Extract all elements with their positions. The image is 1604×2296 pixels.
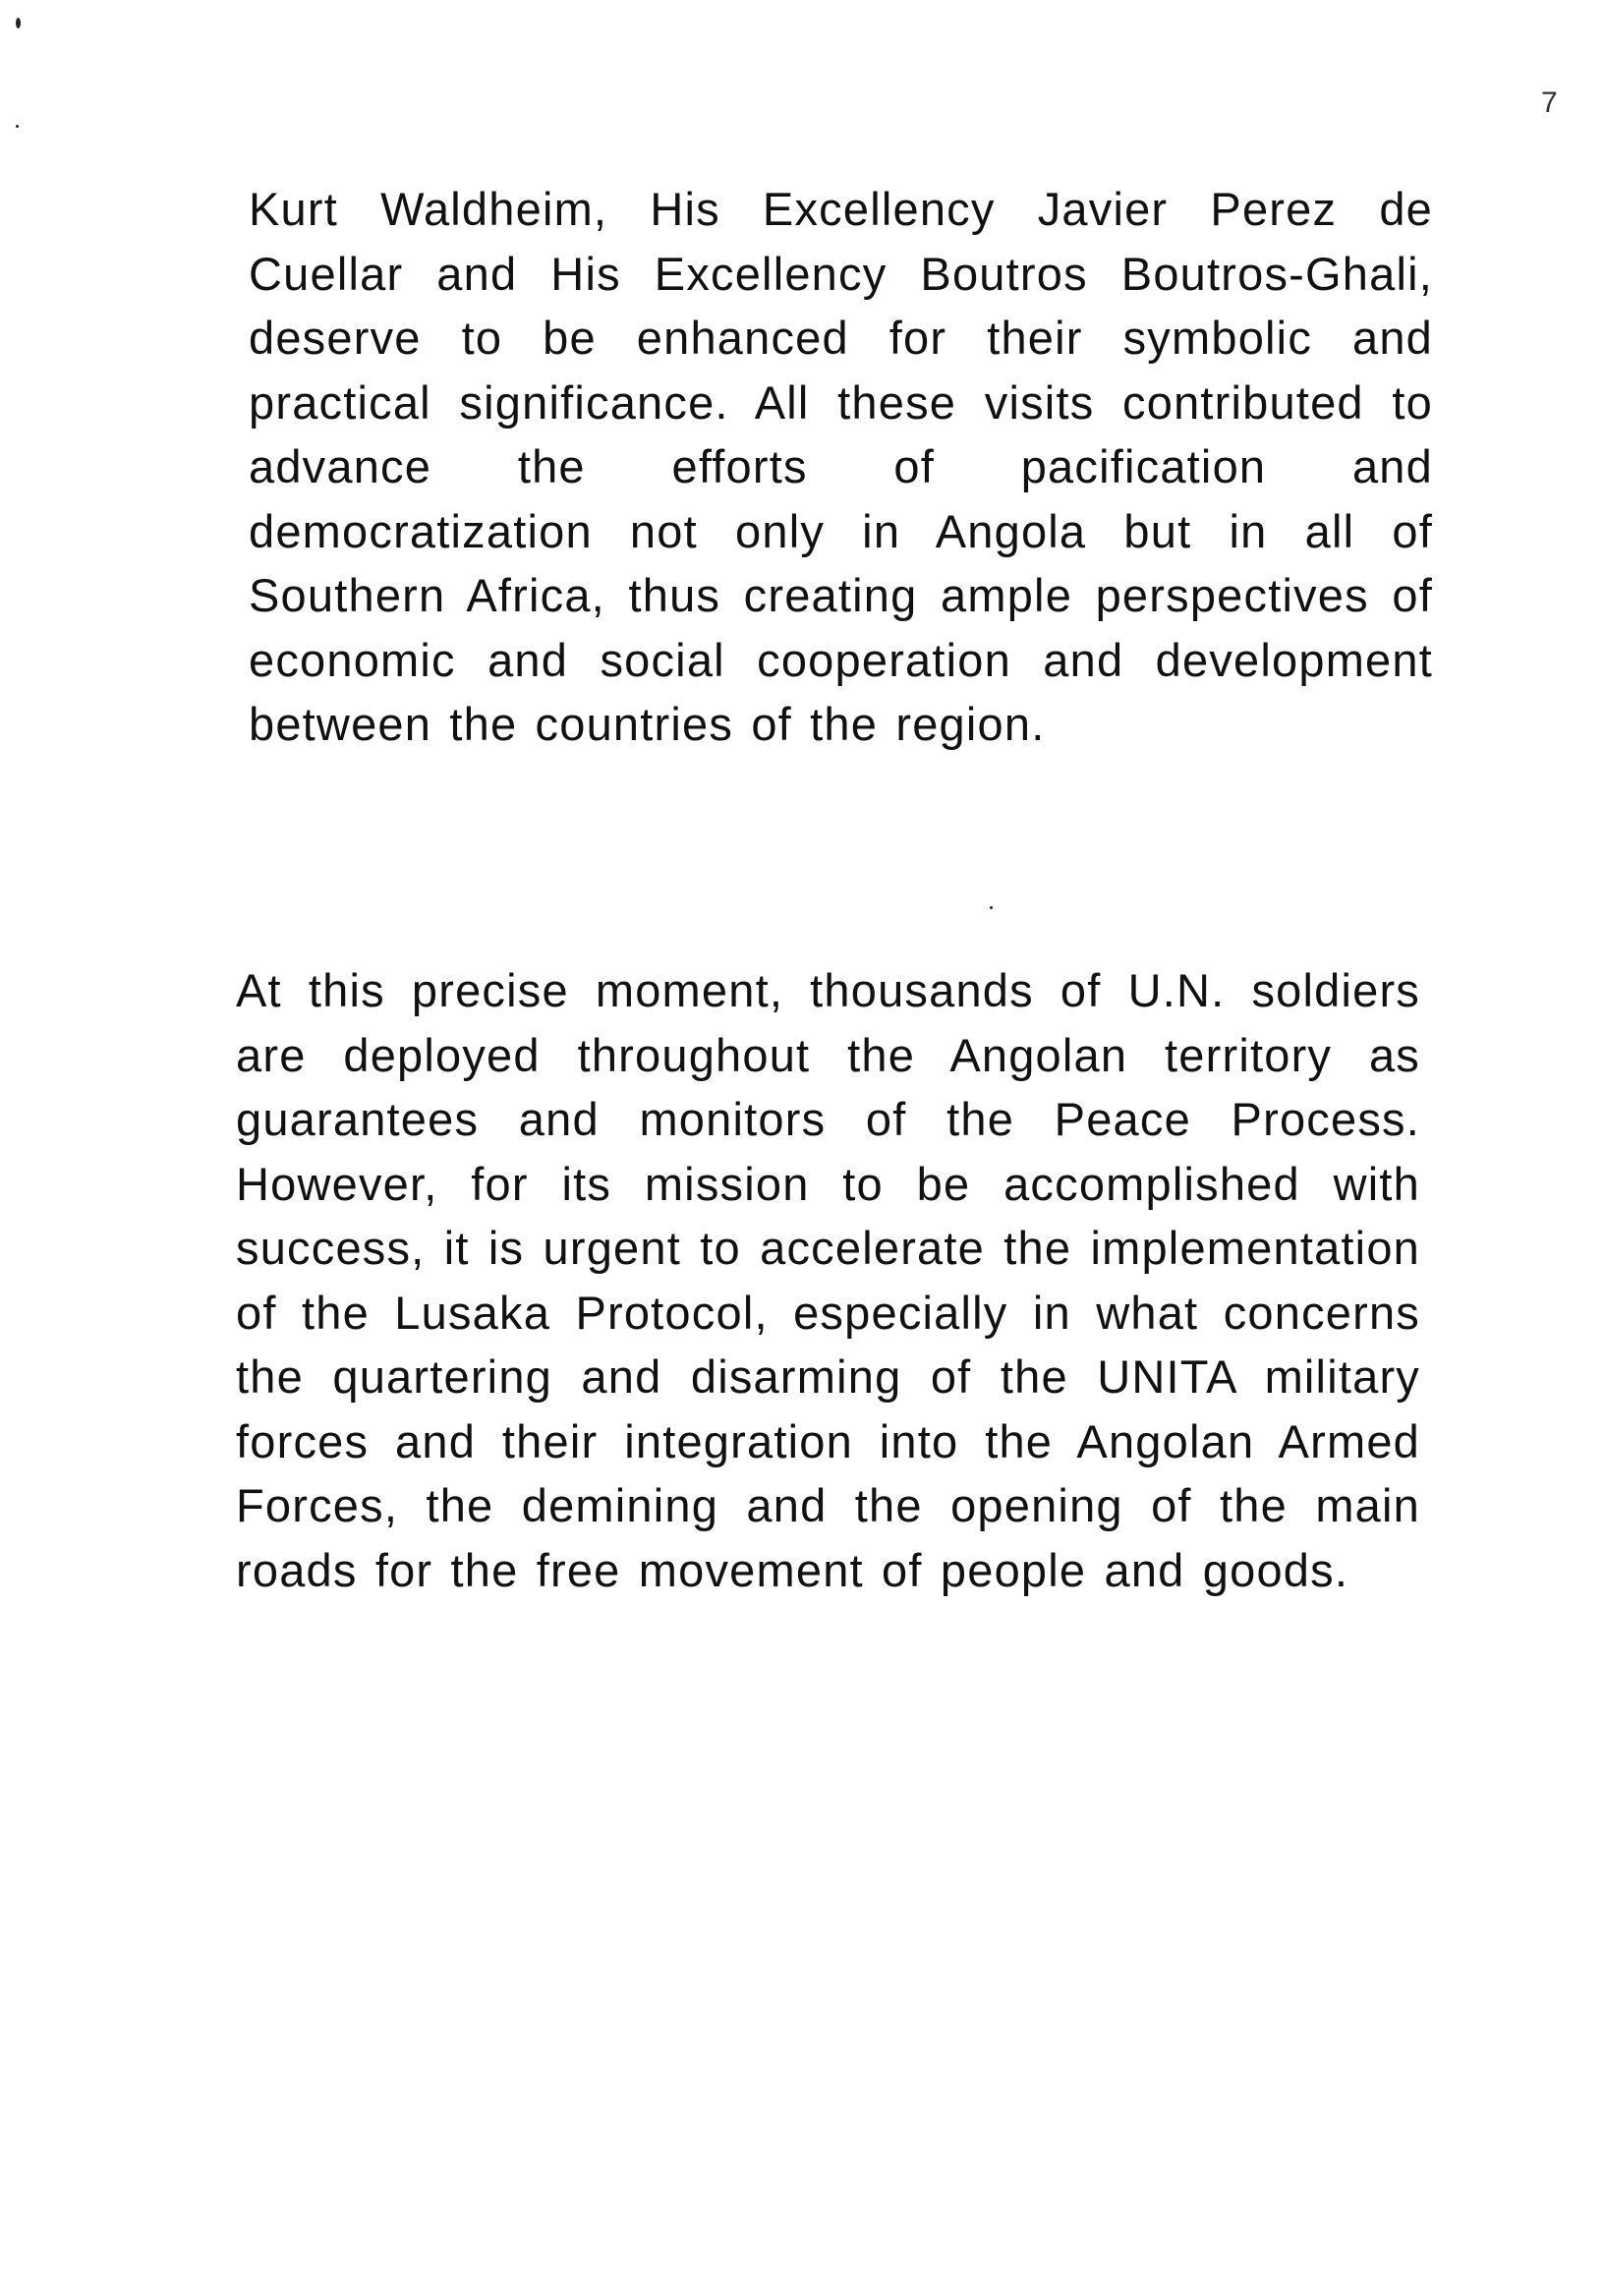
paragraph-2: At this precise moment, thousands of U.N. soldiers are deployed throughout the Angolan territory as guarantees and monitors of the Peace Process. However, for its mission to be accomplished with success, it is urgent to accelerate the implementation of the Lusaka Protocol, especially in what concerns the quartering and disarming of the UNITA military forces and their integration into the Angolan Armed Forces, the demining and the opening of the main roads for the free movement of people and goods. — [236, 964, 1420, 1596]
paragraph-1: Kurt Waldheim, His Excellency Javier Perez de Cuellar and His Excellency Boutros Boutros-Ghali, deserve to be enhanced for their symbolic and practical significance. All these visits contributed to advance the efforts of pacification and democratization not only in Angola but in all of Southern Africa, thus creating ample perspectives of economic and social cooperation and development between the countries of the region. — [249, 183, 1433, 750]
page-number: 7 — [1541, 86, 1558, 119]
scan-dot-left — [16, 125, 19, 128]
scan-mark-top-left — [16, 18, 21, 29]
scan-dot-mid — [990, 906, 993, 909]
